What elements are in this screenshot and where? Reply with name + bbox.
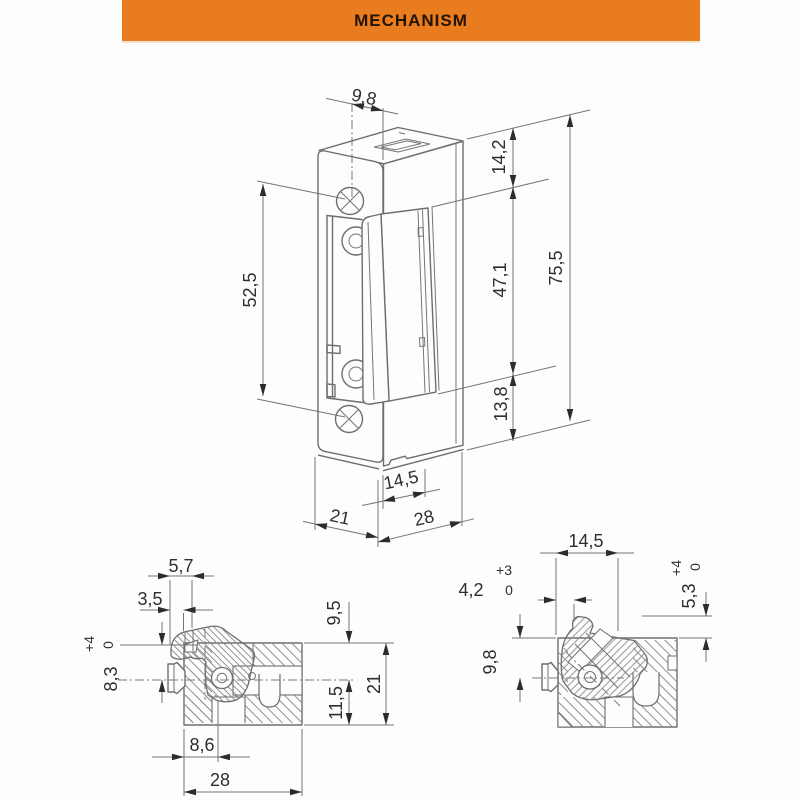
header-title: MECHANISM — [354, 10, 468, 30]
dim-left-tol-upper: +4 — [81, 636, 97, 652]
dim-left-lip-outer: 5,7 — [168, 556, 194, 576]
pivot-pin-left — [212, 668, 233, 689]
u-slot — [259, 674, 280, 707]
dim-iso-total-height: 75,5 — [546, 250, 566, 286]
dim-right-jaw-protrusion: 5,3 — [679, 583, 699, 609]
dim-iso-top-section: 14,2 — [489, 139, 509, 175]
left-section-view — [118, 626, 356, 725]
dim-left-axis-to-bottom: 11,5 — [326, 686, 346, 720]
dim-left-lip-inner: 3,5 — [137, 589, 163, 609]
dim-right-top-to-axis: 9,8 — [480, 649, 500, 675]
screw-section-left — [168, 663, 185, 694]
right-section-view — [532, 617, 677, 728]
dim-left-edge-to-axis-v: 8,3 — [101, 666, 121, 692]
dim-right-jaw-gap: 4,2 — [458, 580, 484, 600]
dim-left-edge-to-axis-h: 8,6 — [189, 735, 215, 755]
dim-iso-screw-spacing: 52,5 — [240, 272, 260, 308]
dim-iso-bottom-step: 14,5 — [381, 466, 421, 494]
dim-iso-bottom-section: 13,8 — [491, 386, 511, 422]
dim-right-tol-lower-b: 0 — [687, 563, 703, 571]
dim-right-tol-upper-b: +4 — [668, 560, 684, 576]
dim-iso-keeper-height: 47,1 — [490, 262, 510, 298]
bottom-pocket-right — [605, 697, 633, 727]
dim-left-width: 28 — [209, 770, 231, 790]
dim-iso-axis-offset: 9,8 — [349, 84, 379, 110]
dim-left-height: 21 — [364, 673, 384, 695]
screw-section-right — [542, 663, 558, 692]
dim-right-tol-lower-a: 0 — [505, 582, 513, 598]
dim-iso-body-depth: 28 — [411, 506, 437, 530]
edge-notch — [668, 656, 677, 670]
dim-iso-plate-width: 21 — [328, 505, 352, 529]
dim-right-seat-depth: 14,5 — [568, 531, 604, 551]
pivot-pin-right — [578, 665, 602, 689]
dim-left-tol-lower: 0 — [100, 641, 116, 649]
dim-right-tol-upper-a: +3 — [496, 562, 512, 578]
dim-left-top-to-axis: 9,5 — [324, 600, 344, 626]
keeper-side-face — [381, 208, 436, 401]
